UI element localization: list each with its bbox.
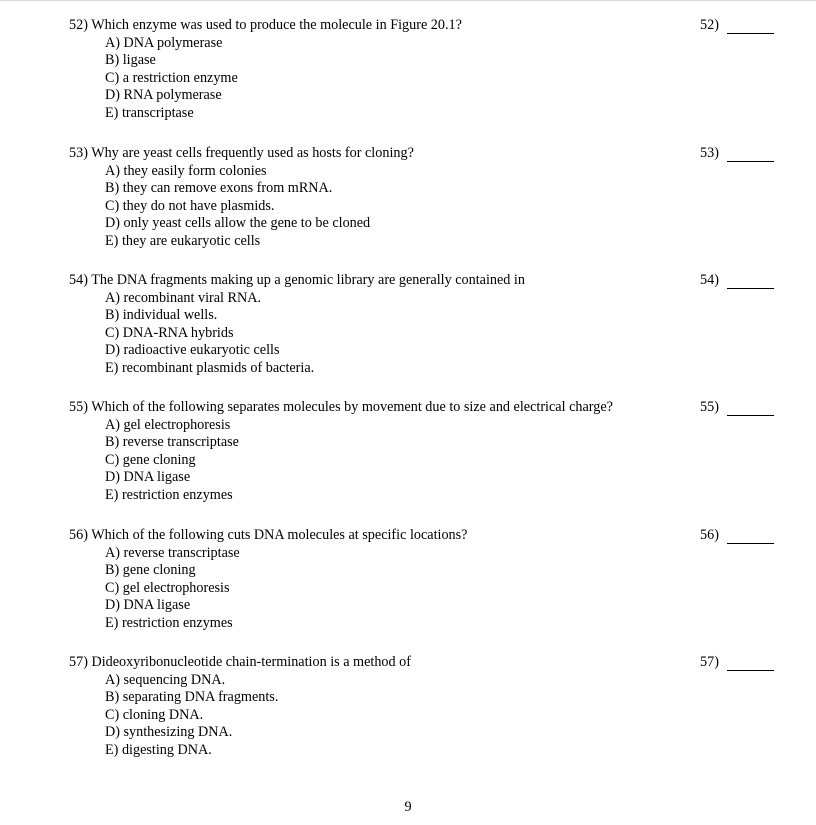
question-stem: 57) Dideoxyribonucleotide chain-termination is a method of xyxy=(69,654,411,670)
answer-option: A) gel electrophoresis xyxy=(105,416,231,433)
answer-number-label: 53) xyxy=(700,145,719,161)
answer-option: C) gene cloning xyxy=(105,451,196,468)
answer-options xyxy=(105,290,314,378)
answer-option: A) DNA polymerase xyxy=(105,34,223,51)
answer-option: C) a restriction enzyme xyxy=(105,69,238,86)
answer-option: B) ligase xyxy=(105,52,156,69)
question-stem: 52) Which enzyme was used to produce the molecule in Figure 20.1? xyxy=(69,17,462,33)
answer-option: A) sequencing DNA. xyxy=(105,671,226,688)
answer-number-label: 54) xyxy=(700,272,719,288)
answer-blank-line[interactable] xyxy=(727,33,774,34)
answer-option: A) they easily form colonies xyxy=(105,162,267,179)
answer-blank-line[interactable] xyxy=(727,161,774,162)
answer-option: E) restriction enzymes xyxy=(105,486,233,503)
answer-option: A) recombinant viral RNA. xyxy=(105,289,262,306)
question-stem: 53) Why are yeast cells frequently used as hosts for cloning? xyxy=(69,145,414,161)
answer-option: C) cloning DNA. xyxy=(105,706,204,723)
answer-option: D) radioactive eukaryotic cells xyxy=(105,342,280,359)
answer-number-label: 52) xyxy=(700,17,719,33)
question-block xyxy=(69,17,789,137)
answer-option: E) digesting DNA. xyxy=(105,741,212,758)
answer-option: B) separating DNA fragments. xyxy=(105,689,279,706)
answer-options xyxy=(105,672,278,760)
answer-option: D) synthesizing DNA. xyxy=(105,724,233,741)
answer-option: B) they can remove exons from mRNA. xyxy=(105,180,333,197)
answer-blank-line[interactable] xyxy=(727,543,774,544)
answer-option: B) gene cloning xyxy=(105,562,196,579)
answer-option: B) reverse transcriptase xyxy=(105,434,239,451)
answer-options xyxy=(105,545,240,633)
question-stem: 55) Which of the following separates molecules by movement due to size and electrical charge? xyxy=(69,399,613,415)
answer-option: E) they are eukaryotic cells xyxy=(105,232,261,249)
answer-option: D) DNA ligase xyxy=(105,597,191,614)
answer-option: E) transcriptase xyxy=(105,104,194,121)
question-stem: 54) The DNA fragments making up a genomic library are generally contained in xyxy=(69,272,525,288)
answer-blank-line[interactable] xyxy=(727,670,774,671)
answer-blank-line[interactable] xyxy=(727,415,774,416)
page-number: 9 xyxy=(404,799,412,815)
answer-option: A) reverse transcriptase xyxy=(105,544,240,561)
question-block xyxy=(69,654,789,774)
answer-blank-line[interactable] xyxy=(727,288,774,289)
answer-option: E) restriction enzymes xyxy=(105,614,233,631)
answer-option: E) recombinant plasmids of bacteria. xyxy=(105,359,315,376)
answer-option: D) DNA ligase xyxy=(105,469,191,486)
answer-option: D) RNA polymerase xyxy=(105,87,222,104)
answer-option: C) gel electrophoresis xyxy=(105,579,230,596)
answer-option: C) they do not have plasmids. xyxy=(105,197,275,214)
answer-number-label: 57) xyxy=(700,654,719,670)
question-block xyxy=(69,527,789,647)
answer-number-label: 56) xyxy=(700,527,719,543)
question-block xyxy=(69,272,789,392)
answer-option: C) DNA-RNA hybrids xyxy=(105,324,234,341)
answer-option: B) individual wells. xyxy=(105,307,218,324)
answer-options xyxy=(105,35,238,123)
page-top-rule xyxy=(0,0,816,1)
answer-option: D) only yeast cells allow the gene to be cloned xyxy=(105,215,371,232)
question-stem: 56) Which of the following cuts DNA molecules at specific locations? xyxy=(69,527,468,543)
question-block xyxy=(69,145,789,265)
question-block xyxy=(69,399,789,519)
answer-number-label: 55) xyxy=(700,399,719,415)
answer-options xyxy=(105,163,370,251)
answer-options xyxy=(105,417,239,505)
